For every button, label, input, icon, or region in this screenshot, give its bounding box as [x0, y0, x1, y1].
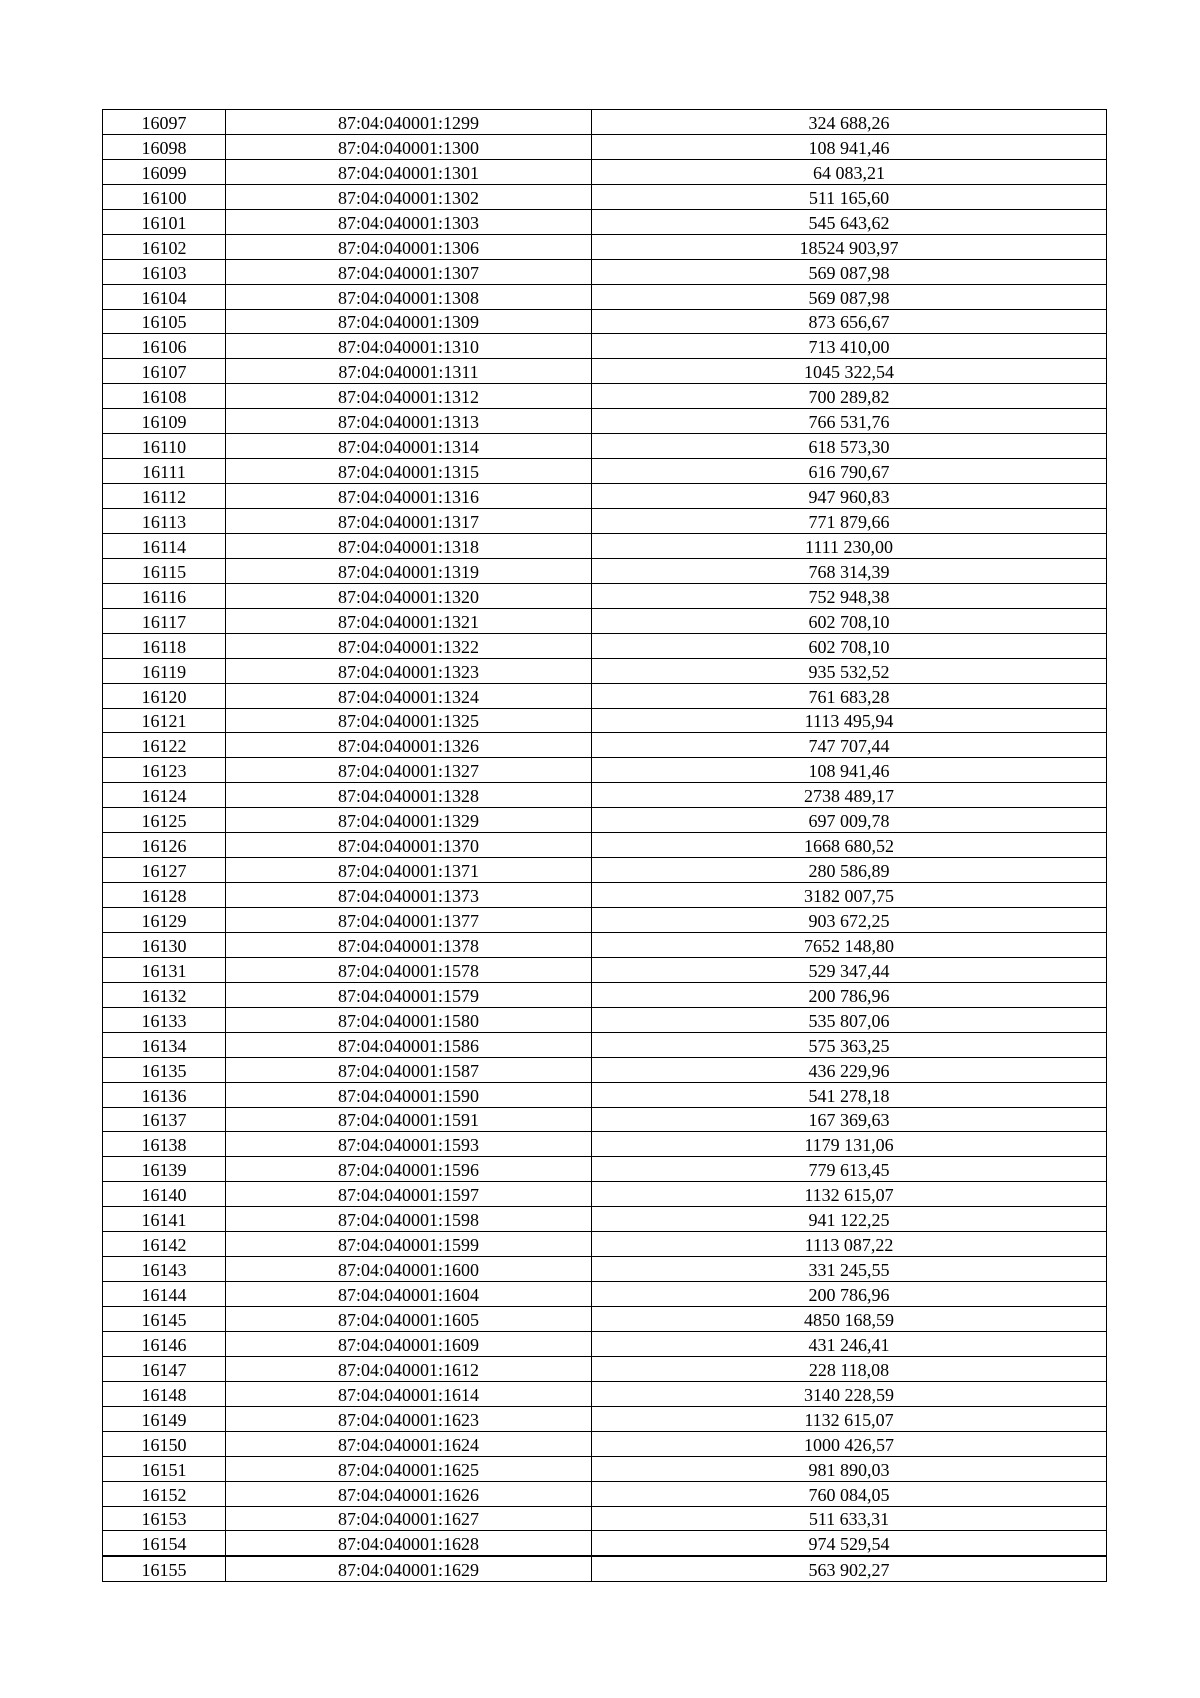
row-number-cell: 16147 [103, 1356, 226, 1381]
cadastral-number-cell: 87:04:040001:1321 [226, 608, 592, 633]
cadastral-value-cell: 779 613,45 [592, 1157, 1107, 1182]
row-number-cell: 16129 [103, 908, 226, 933]
cadastral-number-cell: 87:04:040001:1318 [226, 533, 592, 558]
cadastral-value-cell: 331 245,55 [592, 1257, 1107, 1282]
cadastral-number-cell: 87:04:040001:1378 [226, 932, 592, 957]
table-row [103, 209, 1107, 234]
table-row [103, 1082, 1107, 1107]
row-number-cell: 16152 [103, 1481, 226, 1506]
cadastral-number-cell: 87:04:040001:1579 [226, 982, 592, 1007]
cadastral-value-cell: 981 890,03 [592, 1456, 1107, 1481]
cadastral-number-cell: 87:04:040001:1329 [226, 808, 592, 833]
row-number-cell: 16115 [103, 558, 226, 583]
row-number-cell: 16117 [103, 608, 226, 633]
table-row [103, 1182, 1107, 1207]
table-row [103, 1157, 1107, 1182]
cadastral-number-cell: 87:04:040001:1614 [226, 1381, 592, 1406]
table-row [103, 908, 1107, 933]
cadastral-value-cell: 1132 615,07 [592, 1406, 1107, 1431]
row-number-cell: 16116 [103, 583, 226, 608]
row-number-cell: 16114 [103, 533, 226, 558]
cadastral-value-table [102, 109, 1107, 1582]
table-row [103, 957, 1107, 982]
table-row [103, 184, 1107, 209]
cadastral-number-cell: 87:04:040001:1311 [226, 359, 592, 384]
cadastral-value-cell: 3140 228,59 [592, 1381, 1107, 1406]
row-number-cell: 16135 [103, 1057, 226, 1082]
cadastral-value-cell: 511 633,31 [592, 1506, 1107, 1531]
cadastral-value-cell: 697 009,78 [592, 808, 1107, 833]
cadastral-value-cell: 602 708,10 [592, 633, 1107, 658]
row-number-cell: 16102 [103, 234, 226, 259]
row-number-cell: 16148 [103, 1381, 226, 1406]
row-number-cell: 16132 [103, 982, 226, 1007]
cadastral-value-cell: 541 278,18 [592, 1082, 1107, 1107]
cadastral-value-cell: 4850 168,59 [592, 1307, 1107, 1332]
cadastral-value-cell: 974 529,54 [592, 1531, 1107, 1556]
cadastral-number-cell: 87:04:040001:1323 [226, 658, 592, 683]
table-row [103, 1431, 1107, 1456]
table-row [103, 284, 1107, 309]
cadastral-number-cell: 87:04:040001:1309 [226, 309, 592, 334]
table-row [103, 159, 1107, 184]
row-number-cell: 16142 [103, 1232, 226, 1257]
cadastral-value-cell: 618 573,30 [592, 434, 1107, 459]
cadastral-number-cell: 87:04:040001:1600 [226, 1257, 592, 1282]
cadastral-number-cell: 87:04:040001:1596 [226, 1157, 592, 1182]
row-number-cell: 16100 [103, 184, 226, 209]
table-row [103, 434, 1107, 459]
row-number-cell: 16137 [103, 1107, 226, 1132]
cadastral-number-cell: 87:04:040001:1316 [226, 484, 592, 509]
row-number-cell: 16113 [103, 509, 226, 534]
cadastral-value-cell: 713 410,00 [592, 334, 1107, 359]
row-number-cell: 16131 [103, 957, 226, 982]
cadastral-number-cell: 87:04:040001:1370 [226, 833, 592, 858]
table-row [103, 1481, 1107, 1506]
cadastral-value-cell: 941 122,25 [592, 1207, 1107, 1232]
row-number-cell: 16149 [103, 1406, 226, 1431]
cadastral-number-cell: 87:04:040001:1587 [226, 1057, 592, 1082]
table-row [103, 733, 1107, 758]
cadastral-number-cell: 87:04:040001:1604 [226, 1282, 592, 1307]
cadastral-number-cell: 87:04:040001:1624 [226, 1431, 592, 1456]
table-row [103, 883, 1107, 908]
table-row [103, 608, 1107, 633]
cadastral-value-cell: 1668 680,52 [592, 833, 1107, 858]
cadastral-number-cell: 87:04:040001:1597 [226, 1182, 592, 1207]
row-number-cell: 16127 [103, 858, 226, 883]
table-row [103, 1307, 1107, 1332]
cadastral-value-cell: 324 688,26 [592, 110, 1107, 135]
row-number-cell: 16122 [103, 733, 226, 758]
row-number-cell: 16110 [103, 434, 226, 459]
table-row [103, 683, 1107, 708]
row-number-cell: 16101 [103, 209, 226, 234]
cadastral-number-cell: 87:04:040001:1306 [226, 234, 592, 259]
cadastral-value-cell: 3182 007,75 [592, 883, 1107, 908]
cadastral-number-cell: 87:04:040001:1623 [226, 1406, 592, 1431]
row-number-cell: 16154 [103, 1531, 226, 1556]
cadastral-number-cell: 87:04:040001:1599 [226, 1232, 592, 1257]
cadastral-value-cell: 431 246,41 [592, 1331, 1107, 1356]
table-row [103, 409, 1107, 434]
cadastral-value-cell: 760 084,05 [592, 1481, 1107, 1506]
cadastral-number-cell: 87:04:040001:1315 [226, 459, 592, 484]
row-number-cell: 16146 [103, 1331, 226, 1356]
table-row [103, 783, 1107, 808]
cadastral-value-cell: 563 902,27 [592, 1556, 1107, 1581]
row-number-cell: 16140 [103, 1182, 226, 1207]
row-number-cell: 16111 [103, 459, 226, 484]
table-row [103, 1282, 1107, 1307]
row-number-cell: 16121 [103, 708, 226, 733]
cadastral-number-cell: 87:04:040001:1320 [226, 583, 592, 608]
cadastral-value-cell: 602 708,10 [592, 608, 1107, 633]
table-row [103, 1381, 1107, 1406]
table-row [103, 533, 1107, 558]
cadastral-number-cell: 87:04:040001:1317 [226, 509, 592, 534]
cadastral-number-cell: 87:04:040001:1626 [226, 1481, 592, 1506]
row-number-cell: 16106 [103, 334, 226, 359]
cadastral-number-cell: 87:04:040001:1308 [226, 284, 592, 309]
table-row [103, 1531, 1107, 1556]
cadastral-number-cell: 87:04:040001:1325 [226, 708, 592, 733]
row-number-cell: 16098 [103, 134, 226, 159]
table-row [103, 708, 1107, 733]
cadastral-number-cell: 87:04:040001:1328 [226, 783, 592, 808]
row-number-cell: 16138 [103, 1132, 226, 1157]
table-row [103, 1107, 1107, 1132]
table-row [103, 658, 1107, 683]
cadastral-number-cell: 87:04:040001:1302 [226, 184, 592, 209]
cadastral-number-cell: 87:04:040001:1578 [226, 957, 592, 982]
cadastral-number-cell: 87:04:040001:1629 [226, 1556, 592, 1581]
cadastral-value-cell: 747 707,44 [592, 733, 1107, 758]
cadastral-number-cell: 87:04:040001:1625 [226, 1456, 592, 1481]
row-number-cell: 16105 [103, 309, 226, 334]
cadastral-number-cell: 87:04:040001:1373 [226, 883, 592, 908]
cadastral-value-cell: 228 118,08 [592, 1356, 1107, 1381]
cadastral-number-cell: 87:04:040001:1299 [226, 110, 592, 135]
row-number-cell: 16123 [103, 758, 226, 783]
table-row [103, 1556, 1107, 1581]
row-number-cell: 16136 [103, 1082, 226, 1107]
cadastral-number-cell: 87:04:040001:1590 [226, 1082, 592, 1107]
row-number-cell: 16153 [103, 1506, 226, 1531]
cadastral-value-cell: 1045 322,54 [592, 359, 1107, 384]
cadastral-value-cell: 2738 489,17 [592, 783, 1107, 808]
table-row [103, 1032, 1107, 1057]
table-row [103, 1506, 1107, 1531]
table-row [103, 384, 1107, 409]
cadastral-number-cell: 87:04:040001:1605 [226, 1307, 592, 1332]
row-number-cell: 16097 [103, 110, 226, 135]
row-number-cell: 16128 [103, 883, 226, 908]
cadastral-number-cell: 87:04:040001:1580 [226, 1007, 592, 1032]
row-number-cell: 16120 [103, 683, 226, 708]
cadastral-value-cell: 752 948,38 [592, 583, 1107, 608]
table-row [103, 234, 1107, 259]
row-number-cell: 16124 [103, 783, 226, 808]
cadastral-value-cell: 18524 903,97 [592, 234, 1107, 259]
table-row [103, 1257, 1107, 1282]
table-row [103, 1406, 1107, 1431]
cadastral-number-cell: 87:04:040001:1307 [226, 259, 592, 284]
row-number-cell: 16118 [103, 633, 226, 658]
cadastral-value-cell: 545 643,62 [592, 209, 1107, 234]
cadastral-value-cell: 200 786,96 [592, 1282, 1107, 1307]
cadastral-number-cell: 87:04:040001:1312 [226, 384, 592, 409]
cadastral-value-cell: 700 289,82 [592, 384, 1107, 409]
table-row [103, 558, 1107, 583]
cadastral-value-cell: 761 683,28 [592, 683, 1107, 708]
table-row [103, 1456, 1107, 1481]
cadastral-number-cell: 87:04:040001:1598 [226, 1207, 592, 1232]
table-row [103, 1356, 1107, 1381]
table-row [103, 583, 1107, 608]
table-row [103, 259, 1107, 284]
row-number-cell: 16107 [103, 359, 226, 384]
cadastral-value-cell: 616 790,67 [592, 459, 1107, 484]
cadastral-value-cell: 280 586,89 [592, 858, 1107, 883]
row-number-cell: 16104 [103, 284, 226, 309]
table-row [103, 334, 1107, 359]
table-row [103, 1207, 1107, 1232]
row-number-cell: 16103 [103, 259, 226, 284]
cadastral-value-cell: 873 656,67 [592, 309, 1107, 334]
table-row [103, 1232, 1107, 1257]
cadastral-number-cell: 87:04:040001:1628 [226, 1531, 592, 1556]
cadastral-value-cell: 108 941,46 [592, 134, 1107, 159]
cadastral-value-cell: 768 314,39 [592, 558, 1107, 583]
cadastral-value-cell: 511 165,60 [592, 184, 1107, 209]
cadastral-value-cell: 935 532,52 [592, 658, 1107, 683]
cadastral-number-cell: 87:04:040001:1303 [226, 209, 592, 234]
table-row [103, 808, 1107, 833]
cadastral-number-cell: 87:04:040001:1322 [226, 633, 592, 658]
cadastral-value-cell: 771 879,66 [592, 509, 1107, 534]
cadastral-number-cell: 87:04:040001:1313 [226, 409, 592, 434]
cadastral-value-cell: 1179 131,06 [592, 1132, 1107, 1157]
cadastral-number-cell: 87:04:040001:1371 [226, 858, 592, 883]
cadastral-value-cell: 1132 615,07 [592, 1182, 1107, 1207]
row-number-cell: 16133 [103, 1007, 226, 1032]
table-row [103, 134, 1107, 159]
table-row [103, 982, 1107, 1007]
row-number-cell: 16134 [103, 1032, 226, 1057]
table-row [103, 309, 1107, 334]
table-row [103, 110, 1107, 135]
cadastral-number-cell: 87:04:040001:1327 [226, 758, 592, 783]
cadastral-value-cell: 947 960,83 [592, 484, 1107, 509]
cadastral-number-cell: 87:04:040001:1326 [226, 733, 592, 758]
row-number-cell: 16108 [103, 384, 226, 409]
table-row [103, 1057, 1107, 1082]
cadastral-number-cell: 87:04:040001:1586 [226, 1032, 592, 1057]
row-number-cell: 16151 [103, 1456, 226, 1481]
cadastral-number-cell: 87:04:040001:1301 [226, 159, 592, 184]
cadastral-value-cell: 436 229,96 [592, 1057, 1107, 1082]
row-number-cell: 16099 [103, 159, 226, 184]
cadastral-value-cell: 529 347,44 [592, 957, 1107, 982]
table-row [103, 509, 1107, 534]
cadastral-number-cell: 87:04:040001:1593 [226, 1132, 592, 1157]
table-row [103, 1331, 1107, 1356]
cadastral-number-cell: 87:04:040001:1310 [226, 334, 592, 359]
cadastral-number-cell: 87:04:040001:1627 [226, 1506, 592, 1531]
row-number-cell: 16130 [103, 932, 226, 957]
cadastral-number-cell: 87:04:040001:1319 [226, 558, 592, 583]
cadastral-number-cell: 87:04:040001:1300 [226, 134, 592, 159]
cadastral-value-cell: 1113 087,22 [592, 1232, 1107, 1257]
cadastral-value-cell: 167 369,63 [592, 1107, 1107, 1132]
row-number-cell: 16125 [103, 808, 226, 833]
cadastral-number-cell: 87:04:040001:1609 [226, 1331, 592, 1356]
cadastral-value-cell: 766 531,76 [592, 409, 1107, 434]
cadastral-value-cell: 903 672,25 [592, 908, 1107, 933]
cadastral-value-cell: 1000 426,57 [592, 1431, 1107, 1456]
row-number-cell: 16139 [103, 1157, 226, 1182]
row-number-cell: 16150 [103, 1431, 226, 1456]
cadastral-value-cell: 1113 495,94 [592, 708, 1107, 733]
row-number-cell: 16141 [103, 1207, 226, 1232]
cadastral-value-cell: 569 087,98 [592, 259, 1107, 284]
row-number-cell: 16144 [103, 1282, 226, 1307]
row-number-cell: 16143 [103, 1257, 226, 1282]
row-number-cell: 16119 [103, 658, 226, 683]
table-body [103, 110, 1107, 1582]
table-row [103, 1007, 1107, 1032]
cadastral-value-cell: 108 941,46 [592, 758, 1107, 783]
table-row [103, 359, 1107, 384]
row-number-cell: 16145 [103, 1307, 226, 1332]
cadastral-value-cell: 64 083,21 [592, 159, 1107, 184]
table-row [103, 484, 1107, 509]
cadastral-value-cell: 1111 230,00 [592, 533, 1107, 558]
cadastral-number-cell: 87:04:040001:1591 [226, 1107, 592, 1132]
row-number-cell: 16126 [103, 833, 226, 858]
cadastral-value-cell: 7652 148,80 [592, 932, 1107, 957]
table-row [103, 633, 1107, 658]
table-row [103, 459, 1107, 484]
cadastral-value-cell: 575 363,25 [592, 1032, 1107, 1057]
cadastral-number-cell: 87:04:040001:1324 [226, 683, 592, 708]
table-row [103, 932, 1107, 957]
cadastral-number-cell: 87:04:040001:1377 [226, 908, 592, 933]
cadastral-value-cell: 535 807,06 [592, 1007, 1107, 1032]
cadastral-value-cell: 569 087,98 [592, 284, 1107, 309]
table-row [103, 758, 1107, 783]
table-row [103, 833, 1107, 858]
cadastral-value-cell: 200 786,96 [592, 982, 1107, 1007]
table-row [103, 858, 1107, 883]
row-number-cell: 16109 [103, 409, 226, 434]
row-number-cell: 16155 [103, 1556, 226, 1581]
table-row [103, 1132, 1107, 1157]
cadastral-number-cell: 87:04:040001:1314 [226, 434, 592, 459]
cadastral-number-cell: 87:04:040001:1612 [226, 1356, 592, 1381]
row-number-cell: 16112 [103, 484, 226, 509]
